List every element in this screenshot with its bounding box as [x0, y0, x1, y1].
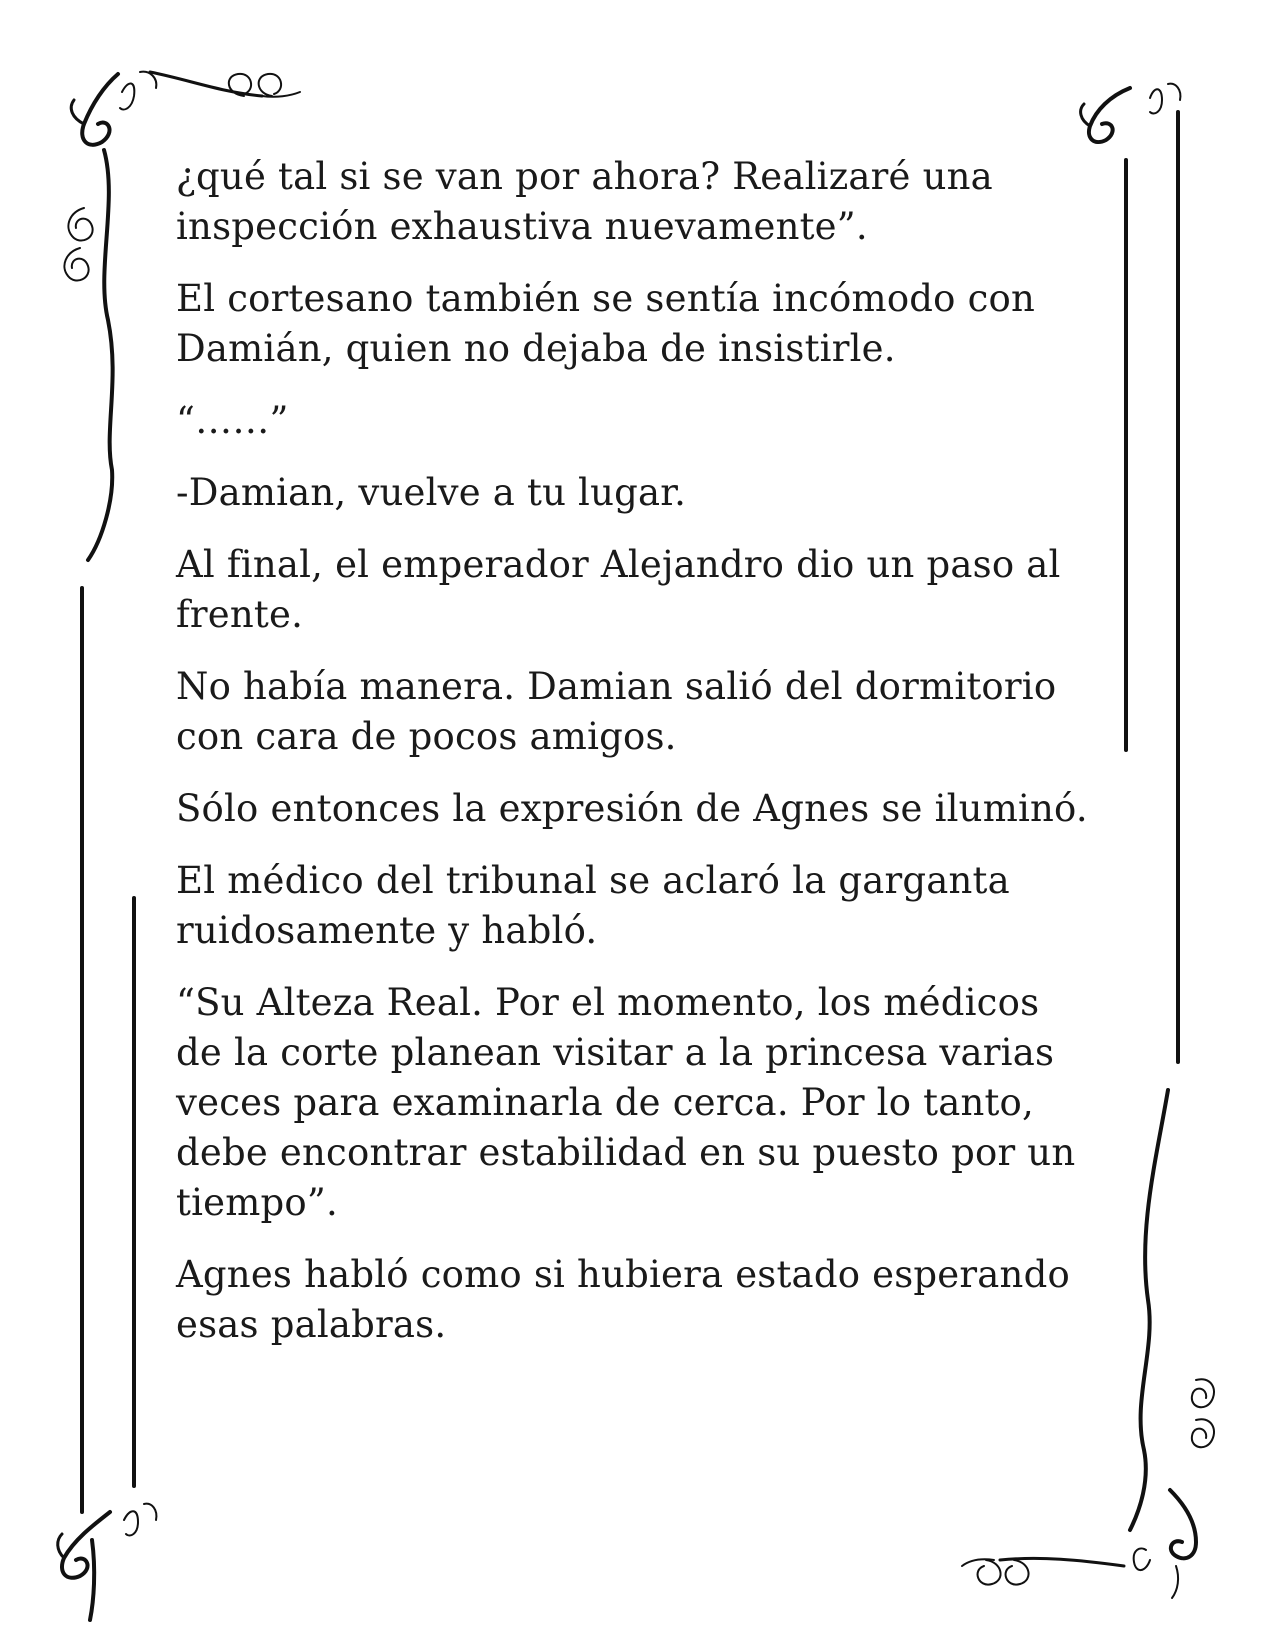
- paragraph-6: No había manera. Damian salió del dormitorio con cara de pocos amigos.: [176, 665, 1057, 758]
- paragraph-7: Sólo entonces la expresión de Agnes se iluminó.: [176, 787, 1088, 830]
- paragraph-4: -Damian, vuelve a tu lugar.: [176, 471, 687, 514]
- paragraph-10: Agnes habló como si hubiera estado esperando esas palabras.: [176, 1253, 1070, 1346]
- paragraph-2: El cortesano también se sentía incómodo con Damián, quien no dejaba de insistirle.: [176, 277, 1036, 370]
- left-rules: [82, 588, 134, 1512]
- bottom-left-flourish: [58, 1504, 157, 1620]
- paragraph-1: ¿qué tal si se van por ahora? Realizaré una inspección exhaustiva nuevamente”.: [176, 155, 993, 248]
- document-body: [176, 152, 1096, 1372]
- paragraph-5: Al final, el emperador Alejandro dio un paso al frente.: [176, 543, 1061, 636]
- paragraph-9: “Su Alteza Real. Por el momento, los médicos de la corte planean visitar a la princesa varias veces para examinarla de cerca. Por lo tanto, debe encontrar estabilidad en su puesto por un tiempo”.: [176, 981, 1076, 1224]
- paragraph-3: “……”: [176, 399, 289, 442]
- paragraph-8: El médico del tribunal se aclaró la garganta ruidosamente y habló.: [176, 859, 1010, 952]
